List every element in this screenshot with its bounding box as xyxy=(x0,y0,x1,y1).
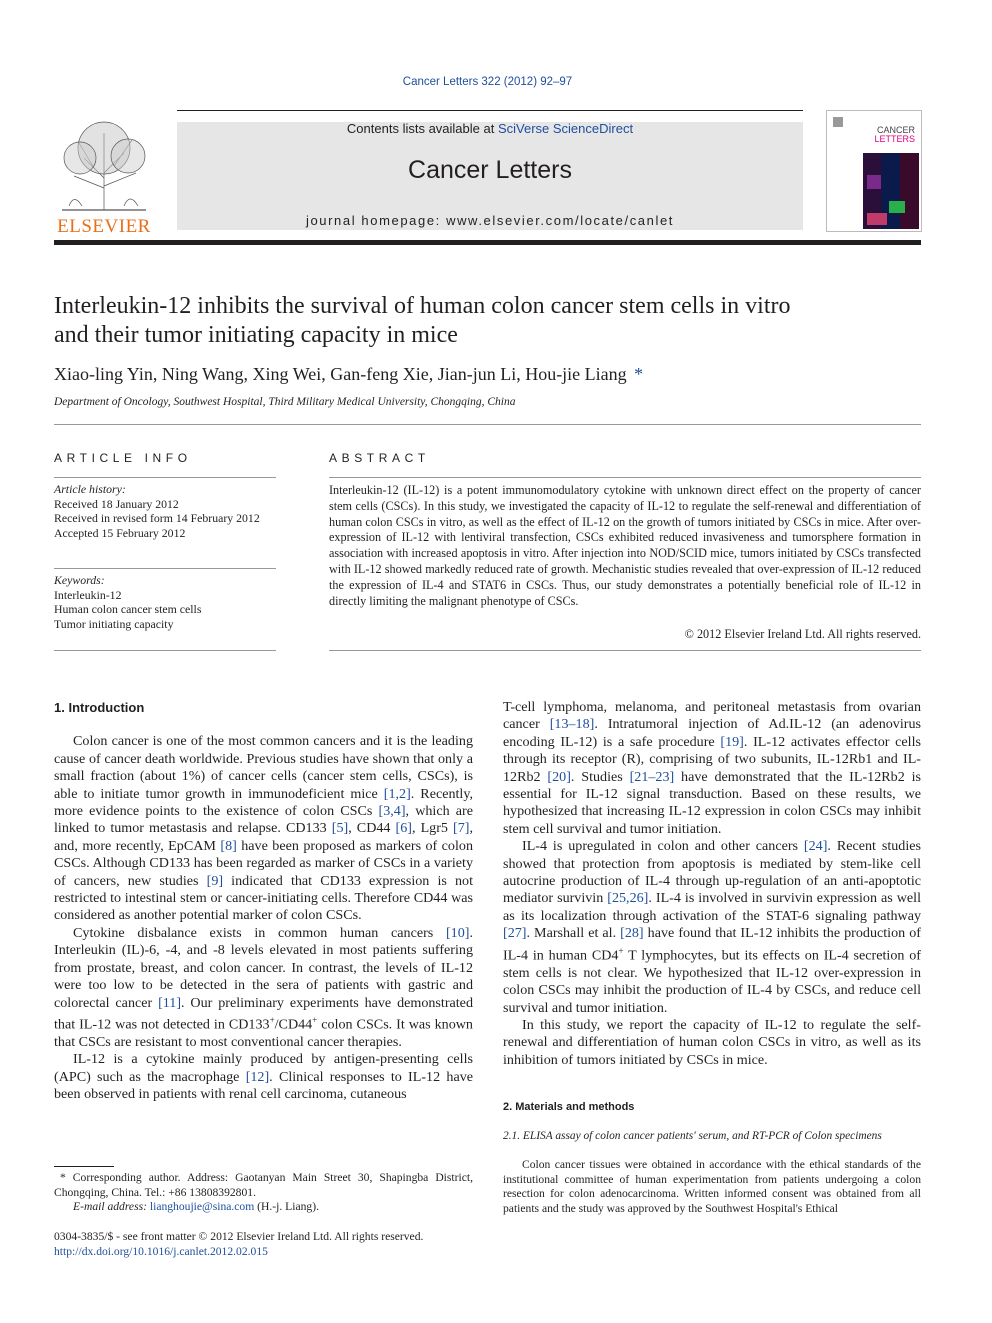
abstract-rule-bottom xyxy=(329,650,921,651)
intro-continued-paragraph-1 xyxy=(503,699,921,838)
text-run: IL-4 is upregulated in colon and other cancers xyxy=(522,838,804,855)
cover-logo-icon xyxy=(833,117,843,127)
abstract-text: Interleukin-12 (IL-12) is a potent immunomodulatory cytokine with unknown direct effect on the property of cancer stem cells (CSCs). In this study, we investigated the capacity of IL-12 to regulate the self-renewal and differentiation of human colon CSCs in vitro, as well as the effect of IL-12 on the growth of tumors initiated by CSCs in mice. After over-expression of IL-12 with lentiviral transfection, CSCs exhibited reduced invasiveness and tumorsphere formation in association with increased apoptosis in vitro. After injection into NOD/SCID mice, tumors initiated by CSCs transfected with IL-12 showed markedly reduced rate of growth. Mechanistic studies revealed that over-expression of IL-12 reduced the expression of IL-4 and STAT6 in CSCs. Thus, our study demonstrates a potentially beneficial role of IL-12 in directly limiting the malignant phenotype of CSCs. xyxy=(329,483,921,608)
citation-link[interactable]: [8] xyxy=(220,837,237,854)
intro-paragraph-2 xyxy=(54,925,473,1052)
citation-link[interactable]: [11] xyxy=(158,994,182,1011)
text-run: , which are linked to tumor metastasis and relapse. CD133 xyxy=(54,803,473,837)
intro-paragraph-1 xyxy=(54,733,473,924)
citation-link[interactable]: [24] xyxy=(803,838,828,855)
keyword-item: Human colon cancer stem cells xyxy=(54,602,202,616)
revised-date: Received in revised form 14 February 2012 xyxy=(54,511,260,525)
sciencedirect-link[interactable]: SciVerse ScienceDirect xyxy=(497,121,634,136)
corresponding-author-mark[interactable]: * xyxy=(634,364,644,384)
intro-continued-paragraph-2 xyxy=(503,838,921,1017)
superscript-plus: + xyxy=(618,945,624,956)
text-run: T lymphocytes, but its effects on IL-4 secretion of stem cells is not clear. We hypothesized that IL-12 over-expression in colon CSCs may inhibit the production of IL-4 by CSCs, and reduce cell survival and tumor initiation. xyxy=(503,947,921,1016)
citation-link[interactable]: [3,4] xyxy=(378,803,406,820)
citation-link[interactable]: [21–23] xyxy=(629,768,675,785)
text-run: colon CSCs. It was known that CSCs are resistant to most conventional cancer therapies. xyxy=(54,1016,473,1050)
text-run: . Our preliminary experiments have demonstrated that IL-12 was not detected in CD133 xyxy=(54,994,473,1033)
intro-paragraph-3 xyxy=(54,1051,473,1103)
body-left-column xyxy=(54,699,473,1104)
citation-link[interactable]: [25,26] xyxy=(607,890,649,907)
citation-link[interactable]: [19] xyxy=(720,733,744,750)
citation-link[interactable]: [10] xyxy=(445,924,470,941)
accepted-date: Accepted 15 February 2012 xyxy=(54,525,186,540)
elsevier-wordmark: ELSEVIER xyxy=(57,216,151,237)
issn-line: 0304-3835/$ - see front matter © 2012 Elsevier Ireland Ltd. All rights reserved. xyxy=(54,1230,424,1243)
citation-link[interactable]: [13–18] xyxy=(549,716,595,733)
article-info-rule-bottom xyxy=(54,650,276,651)
footnote-mark: * xyxy=(60,1171,66,1184)
journal-cover-thumbnail xyxy=(826,110,922,232)
citation-link[interactable]: [27] xyxy=(503,925,527,942)
abstract-copyright: © 2012 Elsevier Ireland Ltd. All rights reserved. xyxy=(684,627,921,641)
contents-prefix: Contents lists available at xyxy=(346,121,498,136)
section-heading-methods: 2. Materials and methods xyxy=(503,1101,635,1113)
elsevier-logo xyxy=(54,118,154,237)
text-run: . Recently, more evidence points to the existence of colon CSCs xyxy=(54,785,473,820)
citation-link[interactable]: [1,2] xyxy=(383,785,411,802)
methods-paragraph: Colon cancer tissues were obtained in accordance with the ethical standards of the institutional committee of human experimentation from patients undergoing a colon resection for colon adenocarcinoma. Written informed consent was obtained from all patients and the study was approved by the Southwest Hospital's Ethical xyxy=(503,1158,921,1215)
journal-homepage[interactable]: journal homepage: www.elsevier.com/locate/canlet xyxy=(305,213,674,228)
corresponding-author-footnote xyxy=(54,1171,473,1200)
email-suffix: (H.-j. Liang). xyxy=(257,1200,319,1213)
article-title-line1: Interleukin-12 inhibits the survival of human colon cancer stem cells in vitro xyxy=(54,293,791,319)
header-thick-rule xyxy=(54,240,921,245)
cover-image-tile-c xyxy=(867,213,887,225)
footnote-text: Corresponding author. Address: Gaotanyan Main Street 30, Shapingba District, Chongqing, China. Tel.: +86 13808392801. xyxy=(54,1171,473,1199)
article-history xyxy=(54,482,276,540)
article-info-rule-mid xyxy=(54,568,276,569)
section-heading-introduction: 1. Introduction xyxy=(54,700,145,715)
elsevier-tree-icon xyxy=(54,118,154,212)
text-run: Cytokine disbalance exists in common human cancers xyxy=(73,924,446,941)
text-run: have found that IL-12 inhibits the production of IL-4 in human CD4 xyxy=(503,925,921,964)
citation-link[interactable]: [20] xyxy=(547,768,571,785)
article-title xyxy=(54,292,921,350)
header-top-rule xyxy=(177,110,803,111)
text-run: indicated that CD133 expression is not restricted to intestinal stem or cancer-initiating cells. Therefore CD44 was considered as another potential marker of colon CSCs. xyxy=(54,872,473,924)
keyword-item: Tumor initiating capacity xyxy=(54,616,174,631)
authors xyxy=(54,364,921,385)
affiliation-rule xyxy=(54,424,921,425)
text-run: have been proposed as markers of colon CSCs. Although CD133 has been regarded as marker of CSCs in a variety of cancers, new studies xyxy=(54,837,473,889)
text-run: , CD44 xyxy=(348,820,396,837)
citation-link[interactable]: [9] xyxy=(206,872,224,889)
cover-image-tile-b xyxy=(889,201,905,213)
text-run: . Recent studies showed that protection from apoptosis is mediated by stem-like cell autocrine production of IL-4 through up-regulation of an anti-apoptotic mediator survivin xyxy=(503,838,921,907)
text-run: . IL-4 is involved in survivin expression as well as its localization through activation of the STAT-6 signaling pathway xyxy=(503,890,921,924)
text-run: Colon cancer is one of the most common cancers and it is the leading cause of cancer death worldwide. Previous studies have shown that only a small fraction (about 1%) of cancer cells (cancer stem cells, CSCs), is able to initiate tumor growth in immunodeficient mice xyxy=(54,733,473,802)
heading-gap xyxy=(54,716,473,733)
citation-link[interactable]: [5] xyxy=(331,820,349,837)
citation-link[interactable]: [28] xyxy=(620,925,644,942)
text-run: . IL-12 activates effector cells through its receptor (R), comprising of two subunits, IL-12Rb1 and IL-12Rb2 xyxy=(503,733,922,785)
keywords-label: Keywords: xyxy=(54,573,105,587)
article-title-line2: and their tumor initiating capacity in mice xyxy=(54,322,458,348)
text-run: have demonstrated that the IL-12Rb2 is essential for IL-12 signal transduction. Based on these results, we hypothesized that increasing IL-12 expression in colon CSCs may inhibit stem cell survival and tumor initiation. xyxy=(503,768,921,837)
citation-link[interactable]: [6] xyxy=(395,820,412,837)
cover-title-line1: CANCER xyxy=(876,125,915,135)
superscript-plus: + xyxy=(312,1014,318,1025)
article-info-heading: ARTICLE INFO xyxy=(54,451,192,465)
article-info-rule-top xyxy=(54,477,276,478)
affiliation: Department of Oncology, Southwest Hospital, Third Military Medical University, Chongqing, China xyxy=(54,396,516,408)
citation-link[interactable]: [7] xyxy=(453,820,470,837)
cover-image-tile-a xyxy=(867,175,881,189)
keyword-item: Interleukin-12 xyxy=(54,587,122,602)
email-footnote xyxy=(73,1200,473,1215)
text-run: , and, more recently, EpCAM xyxy=(54,820,474,854)
doi-link[interactable]: http://dx.doi.org/10.1016/j.canlet.2012.02.015 xyxy=(54,1245,268,1258)
email-label: E-mail address: xyxy=(73,1200,147,1213)
cover-title-line2: LETTERS xyxy=(874,134,915,144)
text-run: , Lgr5 xyxy=(411,820,454,837)
journal-reference[interactable]: Cancer Letters 322 (2012) 92–97 xyxy=(402,76,573,88)
author-list: Xiao-ling Yin, Ning Wang, Xing Wei, Gan-feng Xie, Jian-jun Li, Hou-jie Liang xyxy=(54,364,627,384)
superscript-plus: + xyxy=(269,1014,275,1025)
text-run: . Clinical responses to IL-12 have been observed in patients with renal cell carcinoma, cutaneous xyxy=(54,1068,473,1103)
text-run: . Studies xyxy=(570,768,630,785)
abstract-rule-top xyxy=(329,477,921,478)
text-run: . Interleukin (IL)-6, -4, and -8 levels elevated in most patients suffering from prostate, breast, and colon cancer. In contrast, the levels of IL-12 were too low to be detected in the sera of patients with gastric and colorectal cancer xyxy=(54,924,473,1011)
text-run: . Intratumoral injection of Ad.IL-12 (an adenovirus encoding IL-12) is a safe procedure xyxy=(503,716,921,750)
abstract-heading: ABSTRACT xyxy=(329,451,430,465)
contents-line xyxy=(177,121,803,136)
keywords-block xyxy=(54,573,276,631)
intro-continued-paragraph-3: In this study, we report the capacity of IL-12 to regulate the self-renewal and differentiation of human colon CSCs in vitro, as well as its inhibition of tumors initiated by CSCs in mice. xyxy=(503,1017,921,1068)
text-run: . Marshall et al. xyxy=(526,925,621,942)
subsection-heading-elisa: 2.1. ELISA assay of colon cancer patients' serum, and RT-PCR of Colon specimens xyxy=(503,1130,882,1142)
received-date: Received 18 January 2012 xyxy=(54,496,179,511)
citation-link[interactable]: [12] xyxy=(245,1068,270,1085)
body-right-column xyxy=(503,699,921,1069)
footnote-rule xyxy=(54,1166,114,1167)
text-run: T-cell lymphoma, melanoma, and peritoneal metastasis from ovarian cancer xyxy=(503,699,921,733)
article-history-label: Article history: xyxy=(54,482,126,496)
text-run: IL-12 is a cytokine mainly produced by antigen-presenting cells (APC) such as the macrophage xyxy=(54,1051,473,1085)
journal-title: Cancer Letters xyxy=(408,156,572,184)
email-link[interactable]: lianghoujie@sina.com xyxy=(149,1200,255,1213)
text-run: /CD44 xyxy=(274,1016,313,1033)
